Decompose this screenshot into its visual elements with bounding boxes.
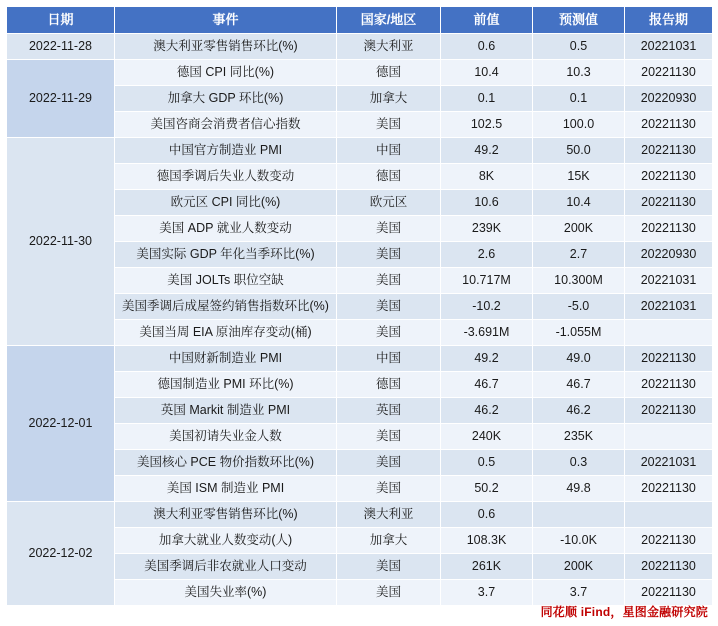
cell-country: 澳大利亚 <box>337 502 441 528</box>
cell-report-period: 20220930 <box>625 86 713 112</box>
cell-country: 德国 <box>337 372 441 398</box>
table-header <box>7 7 713 34</box>
cell-event: 加拿大就业人数变动(人) <box>115 528 337 554</box>
cell-forecast: 235K <box>533 424 625 450</box>
cell-report-period: 20220930 <box>625 242 713 268</box>
table-row <box>7 34 713 60</box>
cell-country: 澳大利亚 <box>337 34 441 60</box>
cell-report-period: 20221031 <box>625 34 713 60</box>
cell-forecast: 46.7 <box>533 372 625 398</box>
table-header-row <box>7 7 713 34</box>
cell-previous: 0.1 <box>441 86 533 112</box>
table-row <box>7 138 713 164</box>
source-credit: 同花顺 iFind，星图金融研究院 <box>540 605 708 619</box>
table-row <box>7 60 713 86</box>
cell-previous: 46.2 <box>441 398 533 424</box>
cell-date: 2022-11-30 <box>7 138 115 346</box>
column-header-report-period: 报告期 <box>625 7 713 34</box>
cell-event: 英国 Markit 制造业 PMI <box>115 398 337 424</box>
cell-country: 美国 <box>337 216 441 242</box>
cell-previous: 2.6 <box>441 242 533 268</box>
cell-report-period: 20221031 <box>625 268 713 294</box>
cell-previous: 10.6 <box>441 190 533 216</box>
cell-country: 美国 <box>337 112 441 138</box>
cell-event: 美国咨商会消费者信心指数 <box>115 112 337 138</box>
cell-event: 美国失业率(%) <box>115 580 337 606</box>
table-body <box>7 34 713 606</box>
cell-report-period: 20221130 <box>625 398 713 424</box>
cell-event: 美国 ISM 制造业 PMI <box>115 476 337 502</box>
cell-forecast: 100.0 <box>533 112 625 138</box>
cell-event: 美国 ADP 就业人数变动 <box>115 216 337 242</box>
cell-previous: 0.6 <box>441 502 533 528</box>
cell-forecast: 10.4 <box>533 190 625 216</box>
cell-event: 美国季调后非农就业人口变动 <box>115 554 337 580</box>
cell-forecast: 49.0 <box>533 346 625 372</box>
cell-country: 美国 <box>337 242 441 268</box>
cell-previous: 46.7 <box>441 372 533 398</box>
cell-report-period: 20221130 <box>625 372 713 398</box>
cell-forecast <box>533 502 625 528</box>
cell-country: 德国 <box>337 164 441 190</box>
cell-report-period: 20221130 <box>625 112 713 138</box>
cell-country: 加拿大 <box>337 86 441 112</box>
cell-country: 加拿大 <box>337 528 441 554</box>
cell-forecast: -5.0 <box>533 294 625 320</box>
cell-date: 2022-12-02 <box>7 502 115 606</box>
cell-report-period: 20221130 <box>625 554 713 580</box>
cell-report-period: 20221130 <box>625 60 713 86</box>
cell-date: 2022-11-28 <box>7 34 115 60</box>
cell-report-period <box>625 424 713 450</box>
cell-previous: 49.2 <box>441 346 533 372</box>
cell-country: 美国 <box>337 554 441 580</box>
cell-forecast: 0.5 <box>533 34 625 60</box>
column-header-country: 国家/地区 <box>337 7 441 34</box>
cell-forecast: -10.0K <box>533 528 625 554</box>
cell-forecast: 0.3 <box>533 450 625 476</box>
economic-calendar-table <box>6 6 713 606</box>
table-row <box>7 346 713 372</box>
cell-event: 美国初请失业金人数 <box>115 424 337 450</box>
cell-previous: 49.2 <box>441 138 533 164</box>
cell-event: 澳大利亚零售销售环比(%) <box>115 502 337 528</box>
cell-previous: 8K <box>441 164 533 190</box>
cell-previous: 239K <box>441 216 533 242</box>
cell-country: 美国 <box>337 476 441 502</box>
cell-country: 美国 <box>337 424 441 450</box>
cell-report-period: 20221130 <box>625 164 713 190</box>
cell-previous: 261K <box>441 554 533 580</box>
cell-report-period: 20221031 <box>625 294 713 320</box>
cell-country: 美国 <box>337 580 441 606</box>
cell-forecast: 0.1 <box>533 86 625 112</box>
cell-event: 美国核心 PCE 物价指数环比(%) <box>115 450 337 476</box>
cell-date: 2022-12-01 <box>7 346 115 502</box>
cell-previous: 0.5 <box>441 450 533 476</box>
cell-previous: 240K <box>441 424 533 450</box>
column-header-forecast: 预测值 <box>533 7 625 34</box>
cell-event: 德国季调后失业人数变动 <box>115 164 337 190</box>
cell-previous: 102.5 <box>441 112 533 138</box>
cell-country: 英国 <box>337 398 441 424</box>
cell-event: 美国 JOLTs 职位空缺 <box>115 268 337 294</box>
cell-forecast: 200K <box>533 554 625 580</box>
cell-previous: -3.691M <box>441 320 533 346</box>
cell-country: 德国 <box>337 60 441 86</box>
cell-previous: 10.4 <box>441 60 533 86</box>
cell-country: 美国 <box>337 450 441 476</box>
cell-country: 中国 <box>337 346 441 372</box>
cell-report-period: 20221130 <box>625 580 713 606</box>
cell-report-period: 20221130 <box>625 190 713 216</box>
economic-calendar-page <box>0 6 718 626</box>
cell-previous: 3.7 <box>441 580 533 606</box>
cell-forecast: 46.2 <box>533 398 625 424</box>
cell-country: 美国 <box>337 320 441 346</box>
cell-report-period: 20221130 <box>625 216 713 242</box>
cell-report-period: 20221130 <box>625 346 713 372</box>
column-header-event: 事件 <box>115 7 337 34</box>
cell-report-period: 20221031 <box>625 450 713 476</box>
cell-forecast: 15K <box>533 164 625 190</box>
cell-forecast: 50.0 <box>533 138 625 164</box>
cell-country: 欧元区 <box>337 190 441 216</box>
cell-report-period: 20221130 <box>625 476 713 502</box>
cell-forecast: 10.300M <box>533 268 625 294</box>
cell-previous: 0.6 <box>441 34 533 60</box>
cell-date: 2022-11-29 <box>7 60 115 138</box>
cell-forecast: 200K <box>533 216 625 242</box>
cell-forecast: -1.055M <box>533 320 625 346</box>
column-header-previous: 前值 <box>441 7 533 34</box>
cell-event: 德国 CPI 同比(%) <box>115 60 337 86</box>
cell-report-period <box>625 502 713 528</box>
cell-report-period: 20221130 <box>625 528 713 554</box>
column-header-date: 日期 <box>7 7 115 34</box>
cell-forecast: 2.7 <box>533 242 625 268</box>
cell-forecast: 3.7 <box>533 580 625 606</box>
cell-event: 中国官方制造业 PMI <box>115 138 337 164</box>
cell-previous: -10.2 <box>441 294 533 320</box>
cell-event: 美国当周 EIA 原油库存变动(桶) <box>115 320 337 346</box>
cell-event: 美国季调后成屋签约销售指数环比(%) <box>115 294 337 320</box>
cell-event: 加拿大 GDP 环比(%) <box>115 86 337 112</box>
cell-country: 中国 <box>337 138 441 164</box>
cell-event: 欧元区 CPI 同比(%) <box>115 190 337 216</box>
cell-previous: 50.2 <box>441 476 533 502</box>
cell-report-period <box>625 320 713 346</box>
cell-event: 澳大利亚零售销售环比(%) <box>115 34 337 60</box>
cell-country: 美国 <box>337 294 441 320</box>
cell-forecast: 49.8 <box>533 476 625 502</box>
table-row <box>7 502 713 528</box>
cell-previous: 10.717M <box>441 268 533 294</box>
cell-forecast: 10.3 <box>533 60 625 86</box>
cell-event: 德国制造业 PMI 环比(%) <box>115 372 337 398</box>
cell-event: 中国财新制造业 PMI <box>115 346 337 372</box>
cell-event: 美国实际 GDP 年化当季环比(%) <box>115 242 337 268</box>
cell-previous: 108.3K <box>441 528 533 554</box>
cell-country: 美国 <box>337 268 441 294</box>
cell-report-period: 20221130 <box>625 138 713 164</box>
